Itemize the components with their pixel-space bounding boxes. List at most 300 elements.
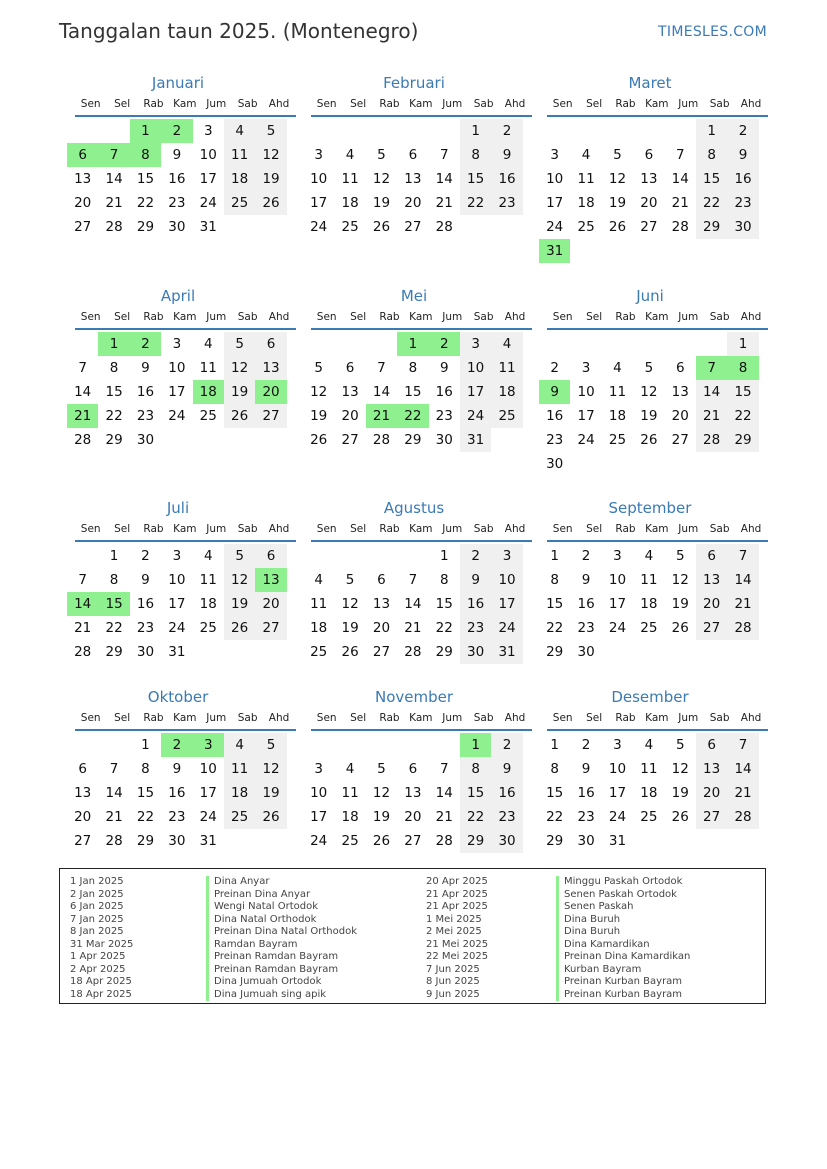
day-cell: 10 bbox=[199, 147, 217, 163]
day-cell: 27 bbox=[255, 616, 286, 640]
day-cell: 29 bbox=[404, 432, 422, 448]
weekday-label: Sen bbox=[316, 311, 337, 323]
holiday-day-cell: 13 bbox=[255, 568, 286, 592]
day-cell: 16 bbox=[435, 384, 453, 400]
weekday-label: Rab bbox=[379, 712, 400, 724]
holiday-day-cell: 21 bbox=[366, 404, 397, 428]
day-cell: 9 bbox=[491, 757, 522, 781]
legend-date: 1 Jan 2025 bbox=[70, 876, 124, 887]
empty-cell bbox=[539, 332, 570, 356]
weekday-label: Rab bbox=[615, 523, 636, 535]
day-cell: 7 bbox=[727, 544, 758, 568]
day-cell: 26 bbox=[255, 191, 286, 215]
weekday-label: Sen bbox=[552, 712, 573, 724]
empty-cell bbox=[303, 332, 334, 356]
month-name: Januari bbox=[151, 74, 205, 92]
day-cell: 22 bbox=[727, 404, 758, 428]
empty-cell bbox=[602, 119, 633, 143]
day-cell: 30 bbox=[491, 829, 522, 853]
day-cell: 24 bbox=[608, 809, 627, 825]
day-cell: 9 bbox=[581, 572, 591, 588]
day-cell: 16 bbox=[460, 592, 491, 616]
weekday-label: Sen bbox=[80, 523, 101, 535]
day-cell: 11 bbox=[310, 596, 328, 612]
month-name: Juli bbox=[166, 499, 190, 517]
day-cell: 27 bbox=[74, 833, 92, 849]
day-cell: 5 bbox=[377, 147, 386, 163]
weekday-label: Kam bbox=[645, 311, 669, 323]
legend-holiday-name: Preinan Kurban Bayram bbox=[556, 989, 756, 1002]
day-cell: 17 bbox=[546, 195, 564, 211]
day-cell: 16 bbox=[136, 596, 155, 612]
day-cell: 25 bbox=[199, 408, 217, 424]
day-cell: 5 bbox=[224, 332, 255, 356]
day-cell: 4 bbox=[613, 360, 622, 376]
day-cell: 14 bbox=[74, 384, 92, 400]
day-cell: 15 bbox=[460, 167, 491, 191]
day-cell: 5 bbox=[675, 548, 685, 564]
weekday-label: Sel bbox=[586, 523, 603, 535]
day-cell: 24 bbox=[608, 620, 627, 636]
day-cell: 23 bbox=[577, 620, 595, 636]
legend-holiday-name: Preinan Kurban Bayram bbox=[556, 976, 756, 989]
day-cell: 17 bbox=[608, 596, 627, 612]
weekday-header bbox=[75, 519, 296, 542]
weekday-label: Sel bbox=[586, 311, 603, 323]
holiday-day-cell: 2 bbox=[161, 733, 192, 757]
day-cell: 13 bbox=[372, 596, 391, 612]
weekday-label: Sen bbox=[316, 523, 337, 535]
day-cell: 7 bbox=[439, 761, 449, 777]
day-cell: 26 bbox=[224, 616, 255, 640]
day-cell: 11 bbox=[608, 384, 627, 400]
weekday-label: Kam bbox=[173, 311, 197, 323]
day-cell: 29 bbox=[727, 428, 758, 452]
weekday-header bbox=[75, 307, 296, 330]
day-cell: 29 bbox=[105, 644, 123, 660]
legend-holiday-name: Preinan Dina Anyar bbox=[206, 889, 416, 902]
day-cell: 11 bbox=[577, 171, 595, 187]
holiday-day-cell: 2 bbox=[161, 119, 192, 143]
legend-date: 8 Jan 2025 bbox=[70, 926, 124, 937]
day-cell: 14 bbox=[727, 757, 758, 781]
day-cell: 5 bbox=[224, 544, 255, 568]
day-cell: 25 bbox=[608, 432, 627, 448]
weekday-header bbox=[547, 307, 768, 330]
day-cell: 23 bbox=[491, 805, 522, 829]
day-cell: 26 bbox=[224, 404, 255, 428]
weekday-label: Sab bbox=[237, 98, 258, 110]
day-cell: 28 bbox=[671, 219, 689, 235]
weekday-label: Sab bbox=[237, 311, 258, 323]
empty-cell bbox=[570, 332, 601, 356]
day-cell: 19 bbox=[255, 781, 286, 805]
day-cell: 4 bbox=[314, 572, 323, 588]
month-name: Juni bbox=[636, 287, 664, 305]
empty-cell bbox=[633, 119, 664, 143]
weekday-label: Rab bbox=[143, 98, 164, 110]
weekday-label: Sel bbox=[114, 98, 131, 110]
day-cell: 6 bbox=[696, 733, 727, 757]
day-cell: 19 bbox=[372, 809, 391, 825]
day-cell: 25 bbox=[491, 404, 522, 428]
day-cell: 8 bbox=[460, 757, 491, 781]
day-grid bbox=[303, 544, 525, 664]
day-cell: 25 bbox=[199, 620, 217, 636]
day-cell: 18 bbox=[608, 408, 627, 424]
day-cell: 31 bbox=[199, 833, 217, 849]
day-cell: 22 bbox=[546, 809, 564, 825]
day-cell: 15 bbox=[546, 596, 564, 612]
day-cell: 20 bbox=[696, 781, 727, 805]
day-cell: 6 bbox=[408, 761, 418, 777]
day-cell: 3 bbox=[613, 737, 622, 753]
day-cell: 4 bbox=[644, 548, 654, 564]
day-cell: 21 bbox=[404, 620, 422, 636]
holiday-day-cell: 1 bbox=[397, 332, 428, 356]
day-cell: 11 bbox=[640, 761, 658, 777]
day-cell: 25 bbox=[310, 644, 328, 660]
day-cell: 7 bbox=[675, 147, 685, 163]
day-cell: 20 bbox=[671, 408, 689, 424]
day-cell: 12 bbox=[608, 171, 627, 187]
day-cell: 18 bbox=[224, 781, 255, 805]
weekday-label: Ahd bbox=[740, 311, 762, 323]
day-cell: 5 bbox=[675, 737, 685, 753]
legend-date: 18 Apr 2025 bbox=[70, 988, 132, 1000]
day-cell: 27 bbox=[255, 404, 286, 428]
day-cell: 16 bbox=[168, 785, 186, 801]
day-cell: 4 bbox=[345, 147, 355, 163]
day-cell: 17 bbox=[168, 384, 186, 400]
day-cell: 27 bbox=[341, 432, 359, 448]
weekday-label: Sel bbox=[350, 98, 367, 110]
day-cell: 18 bbox=[491, 380, 522, 404]
legend-name-column bbox=[206, 876, 416, 1001]
day-cell: 2 bbox=[581, 737, 591, 753]
day-cell: 18 bbox=[199, 596, 217, 612]
day-cell: 25 bbox=[640, 620, 658, 636]
day-cell: 12 bbox=[310, 384, 328, 400]
legend-holiday-name: Dina Anyar bbox=[206, 876, 416, 889]
weekday-label: Sel bbox=[586, 98, 603, 110]
empty-cell bbox=[334, 544, 365, 568]
day-cell: 30 bbox=[435, 432, 453, 448]
weekday-label: Sel bbox=[350, 712, 367, 724]
weekday-header bbox=[547, 519, 768, 542]
day-cell: 8 bbox=[408, 360, 418, 376]
weekday-label: Kam bbox=[409, 523, 433, 535]
weekday-label: Sen bbox=[80, 98, 101, 110]
empty-cell bbox=[696, 332, 727, 356]
day-cell: 13 bbox=[404, 171, 422, 187]
day-cell: 14 bbox=[435, 785, 453, 801]
day-cell: 24 bbox=[199, 195, 217, 211]
day-cell: 5 bbox=[255, 119, 286, 143]
day-cell: 30 bbox=[168, 219, 186, 235]
day-cell: 22 bbox=[136, 195, 155, 211]
day-cell: 26 bbox=[310, 432, 328, 448]
day-cell: 20 bbox=[74, 809, 92, 825]
day-cell: 6 bbox=[408, 147, 418, 163]
day-cell: 18 bbox=[224, 167, 255, 191]
day-cell: 15 bbox=[404, 384, 422, 400]
weekday-label: Kam bbox=[645, 712, 669, 724]
day-cell: 16 bbox=[546, 408, 564, 424]
legend-date: 2 Jan 2025 bbox=[70, 888, 124, 900]
day-grid bbox=[67, 332, 289, 452]
legend-date: 21 Apr 2025 bbox=[426, 888, 488, 900]
day-cell: 12 bbox=[372, 171, 391, 187]
day-cell: 29 bbox=[696, 215, 727, 239]
empty-cell bbox=[98, 733, 129, 757]
day-cell: 9 bbox=[141, 572, 150, 588]
day-cell: 19 bbox=[671, 596, 689, 612]
day-cell: 29 bbox=[435, 644, 453, 660]
day-cell: 10 bbox=[608, 572, 627, 588]
empty-cell bbox=[570, 119, 601, 143]
legend-date: 2 Apr 2025 bbox=[70, 963, 126, 975]
holiday-day-cell: 21 bbox=[67, 404, 98, 428]
day-cell: 24 bbox=[460, 404, 491, 428]
weekday-label: Kam bbox=[645, 523, 669, 535]
day-cell: 20 bbox=[372, 620, 391, 636]
day-cell: 3 bbox=[491, 544, 522, 568]
day-cell: 29 bbox=[546, 644, 564, 660]
day-cell: 29 bbox=[136, 219, 155, 235]
day-cell: 21 bbox=[74, 620, 92, 636]
day-cell: 7 bbox=[727, 733, 758, 757]
day-cell: 19 bbox=[640, 408, 658, 424]
month-februari bbox=[303, 72, 525, 239]
day-cell: 29 bbox=[460, 829, 491, 853]
day-cell: 27 bbox=[696, 616, 727, 640]
weekday-label: Kam bbox=[409, 311, 433, 323]
month-maret bbox=[539, 72, 761, 263]
day-grid bbox=[539, 332, 761, 476]
weekday-label: Ahd bbox=[504, 311, 526, 323]
day-cell: 8 bbox=[109, 572, 119, 588]
day-cell: 2 bbox=[491, 119, 522, 143]
day-cell: 27 bbox=[696, 805, 727, 829]
holiday-day-cell: 1 bbox=[130, 119, 161, 143]
day-cell: 10 bbox=[460, 356, 491, 380]
weekday-label: Rab bbox=[143, 712, 164, 724]
day-cell: 4 bbox=[203, 336, 213, 352]
day-cell: 30 bbox=[577, 644, 595, 660]
holiday-day-cell: 9 bbox=[539, 380, 570, 404]
holiday-day-cell: 6 bbox=[67, 143, 98, 167]
day-cell: 7 bbox=[78, 572, 87, 588]
day-cell: 11 bbox=[199, 360, 217, 376]
day-cell: 4 bbox=[644, 737, 654, 753]
legend-holiday-name: Senen Paskah Ortodok bbox=[556, 889, 756, 902]
weekday-label: Sab bbox=[237, 523, 258, 535]
legend-date: 2 Mei 2025 bbox=[426, 926, 482, 937]
day-cell: 30 bbox=[136, 644, 155, 660]
day-cell: 1 bbox=[550, 548, 559, 564]
day-cell: 24 bbox=[168, 620, 186, 636]
day-cell: 22 bbox=[696, 191, 727, 215]
day-cell: 8 bbox=[109, 360, 119, 376]
brand-link[interactable]: TIMESLES.COM bbox=[658, 24, 767, 40]
weekday-label: Rab bbox=[615, 98, 636, 110]
legend-date: 6 Jan 2025 bbox=[70, 901, 124, 912]
day-cell: 21 bbox=[105, 195, 123, 211]
day-cell: 7 bbox=[78, 360, 87, 376]
empty-cell bbox=[429, 733, 460, 757]
day-cell: 27 bbox=[671, 432, 689, 448]
day-cell: 5 bbox=[377, 761, 386, 777]
day-cell: 28 bbox=[105, 219, 123, 235]
weekday-header bbox=[75, 708, 296, 731]
day-cell: 20 bbox=[640, 195, 658, 211]
holiday-day-cell: 18 bbox=[193, 380, 224, 404]
day-cell: 22 bbox=[435, 620, 453, 636]
month-juni bbox=[539, 285, 761, 476]
weekday-header bbox=[547, 94, 768, 117]
holiday-day-cell: 14 bbox=[67, 592, 98, 616]
holiday-day-cell: 3 bbox=[193, 733, 224, 757]
day-cell: 9 bbox=[172, 761, 182, 777]
day-cell: 21 bbox=[435, 809, 453, 825]
empty-cell bbox=[366, 733, 397, 757]
empty-cell bbox=[334, 119, 365, 143]
day-cell: 23 bbox=[435, 408, 453, 424]
day-cell: 27 bbox=[372, 644, 391, 660]
day-cell: 17 bbox=[460, 380, 491, 404]
day-cell: 31 bbox=[168, 644, 186, 660]
holiday-day-cell: 22 bbox=[397, 404, 428, 428]
legend-date: 8 Jun 2025 bbox=[426, 976, 480, 987]
day-cell: 31 bbox=[491, 640, 522, 664]
weekday-label: Sel bbox=[586, 712, 603, 724]
day-cell: 17 bbox=[577, 408, 595, 424]
legend-holiday-name: Preinan Dina Kamardikan bbox=[556, 951, 756, 964]
legend-holiday-name: Preinan Ramdan Bayram bbox=[206, 964, 416, 977]
weekday-label: Jum bbox=[678, 712, 699, 724]
day-cell: 14 bbox=[105, 785, 123, 801]
day-cell: 18 bbox=[310, 620, 328, 636]
day-cell: 28 bbox=[372, 432, 391, 448]
weekday-header bbox=[311, 708, 532, 731]
weekday-label: Kam bbox=[409, 98, 433, 110]
day-cell: 16 bbox=[491, 781, 522, 805]
day-cell: 11 bbox=[224, 143, 255, 167]
empty-cell bbox=[633, 332, 664, 356]
empty-cell bbox=[665, 332, 696, 356]
month-september bbox=[539, 497, 761, 664]
weekday-label: Jum bbox=[442, 712, 463, 724]
day-cell: 25 bbox=[341, 833, 359, 849]
holiday-day-cell: 2 bbox=[130, 332, 161, 356]
day-cell: 12 bbox=[224, 568, 255, 592]
day-cell: 13 bbox=[74, 785, 92, 801]
weekday-label: Sel bbox=[114, 311, 131, 323]
day-grid bbox=[539, 544, 761, 664]
month-april bbox=[67, 285, 289, 452]
day-cell: 25 bbox=[577, 219, 595, 235]
empty-cell bbox=[67, 119, 98, 143]
day-grid bbox=[303, 733, 525, 853]
month-januari bbox=[67, 72, 289, 239]
day-grid bbox=[67, 733, 289, 853]
weekday-header bbox=[311, 519, 532, 542]
weekday-label: Sab bbox=[709, 523, 730, 535]
day-cell: 11 bbox=[224, 757, 255, 781]
weekday-label: Sab bbox=[709, 98, 730, 110]
day-cell: 13 bbox=[74, 171, 92, 187]
day-cell: 12 bbox=[372, 785, 391, 801]
day-cell: 10 bbox=[168, 572, 186, 588]
day-cell: 4 bbox=[581, 147, 591, 163]
day-cell: 22 bbox=[546, 620, 564, 636]
day-cell: 23 bbox=[546, 432, 564, 448]
weekday-label: Rab bbox=[379, 98, 400, 110]
day-cell: 13 bbox=[696, 568, 727, 592]
day-cell: 24 bbox=[491, 616, 522, 640]
legend-date: 31 Mar 2025 bbox=[70, 938, 134, 950]
weekday-label: Jum bbox=[678, 523, 699, 535]
weekday-label: Ahd bbox=[268, 523, 290, 535]
month-mei bbox=[303, 285, 525, 452]
day-cell: 18 bbox=[640, 785, 658, 801]
day-cell: 30 bbox=[546, 456, 564, 472]
day-cell: 23 bbox=[727, 191, 758, 215]
legend-date: 1 Apr 2025 bbox=[70, 951, 126, 962]
weekday-label: Rab bbox=[615, 311, 636, 323]
day-cell: 25 bbox=[341, 219, 359, 235]
weekday-label: Sen bbox=[552, 98, 573, 110]
weekday-label: Sab bbox=[473, 311, 494, 323]
day-cell: 15 bbox=[727, 380, 758, 404]
legend-holiday-name: Wengi Natal Ortodok bbox=[206, 901, 416, 914]
day-cell: 13 bbox=[640, 171, 658, 187]
weekday-label: Ahd bbox=[504, 98, 526, 110]
weekday-label: Sen bbox=[316, 98, 337, 110]
day-cell: 25 bbox=[224, 805, 255, 829]
day-cell: 18 bbox=[640, 596, 658, 612]
day-cell: 15 bbox=[136, 171, 155, 187]
weekday-label: Sab bbox=[709, 712, 730, 724]
weekday-header bbox=[311, 94, 532, 117]
empty-cell bbox=[397, 733, 428, 757]
legend-holiday-name: Kurban Bayram bbox=[556, 964, 756, 977]
day-cell: 9 bbox=[439, 360, 449, 376]
weekday-label: Ahd bbox=[268, 712, 290, 724]
day-cell: 23 bbox=[460, 616, 491, 640]
day-cell: 22 bbox=[105, 408, 123, 424]
day-cell: 12 bbox=[341, 596, 359, 612]
day-cell: 6 bbox=[675, 360, 685, 376]
holiday-day-cell: 1 bbox=[98, 332, 129, 356]
day-cell: 24 bbox=[310, 833, 328, 849]
day-cell: 21 bbox=[105, 809, 123, 825]
day-cell: 22 bbox=[460, 191, 491, 215]
empty-cell bbox=[334, 733, 365, 757]
weekday-label: Jum bbox=[442, 523, 463, 535]
day-cell: 13 bbox=[341, 384, 359, 400]
day-cell: 17 bbox=[199, 785, 217, 801]
day-cell: 11 bbox=[640, 572, 658, 588]
day-cell: 7 bbox=[408, 572, 418, 588]
weekday-header bbox=[547, 708, 768, 731]
legend-date: 21 Mei 2025 bbox=[426, 938, 489, 950]
weekday-label: Kam bbox=[173, 98, 197, 110]
day-cell: 11 bbox=[199, 572, 217, 588]
day-cell: 9 bbox=[172, 147, 182, 163]
legend-date: 22 Mei 2025 bbox=[426, 951, 489, 962]
